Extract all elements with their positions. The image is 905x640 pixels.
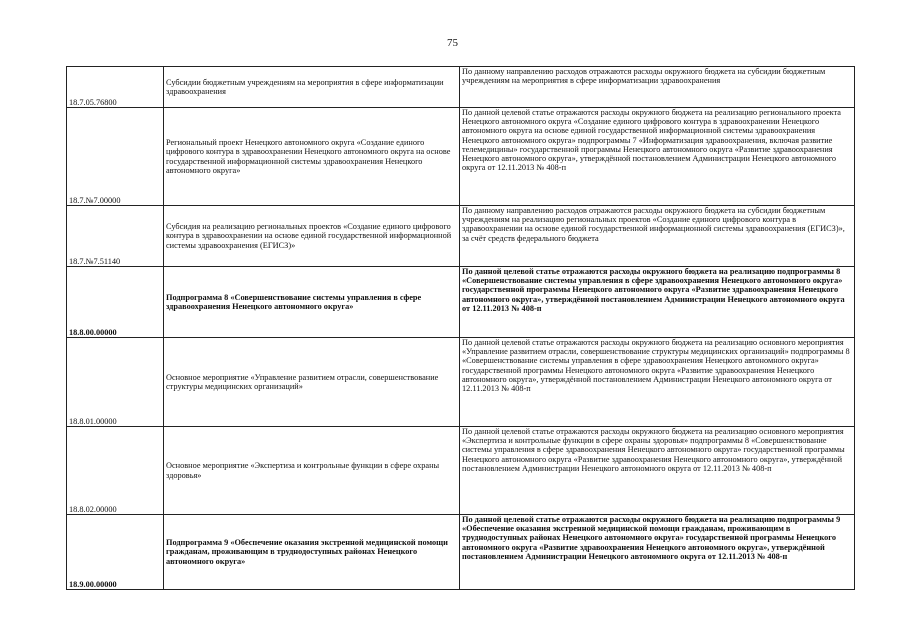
target-article-name: Основное мероприятие «Экспертиза и контрольные функции в сфере охраны здоровья» bbox=[164, 427, 460, 515]
target-article-description: По данной целевой статье отражаются расходы окружного бюджета на реализацию основного мероприятия «Управление развитием отрасли, совершенствование структуры медицинских организаций» подпрограммы 8 «Совершенствование системы управления в сфере здравоохранения Ненецкого автономного округа» государственной программы Ненецкого автономного округа «Развитие здравоохранения Ненецкого автономного округа», утверждённой постановлением Администрации Ненецкого автономного округа от 12.11.2013 № 408-п bbox=[460, 338, 855, 427]
target-article-name: Основное мероприятие «Управление развитием отрасли, совершенствование структуры медицинских организаций» bbox=[164, 338, 460, 427]
target-article-code: 18.8.02.00000 bbox=[67, 427, 164, 515]
target-article-description: По данному направлению расходов отражаются расходы окружного бюджета на субсидии бюджетным учреждениям на реализацию региональных проектов «Создание единого цифрового контура в здравоохранении на основе единой государственной информационной системы здравоохранения (ЕГИСЗ)», за счёт средств федерального бюджета bbox=[460, 206, 855, 267]
target-article-code: 18.7.№7.51140 bbox=[67, 206, 164, 267]
target-article-name: Региональный проект Ненецкого автономного округа «Создание единого цифрового контура в здравоохранении Ненецкого автономного округа на основе государственной информационной системы здравоохранения Ненецкого автономного округа» bbox=[164, 108, 460, 206]
target-article-name: Подпрограмма 8 «Совершенствование системы управления в сфере здравоохранения Ненецкого автономного округа» bbox=[164, 267, 460, 338]
table-row bbox=[67, 108, 855, 206]
table-row bbox=[67, 515, 855, 590]
target-article-code: 18.7.05.76800 bbox=[67, 67, 164, 108]
budget-classification-table bbox=[66, 66, 855, 590]
target-article-description: По данному направлению расходов отражаются расходы окружного бюджета на субсидии бюджетным учреждениям на мероприятия в сфере информатизации здравоохранения bbox=[460, 67, 855, 108]
table-row bbox=[67, 427, 855, 515]
target-article-code: 18.8.01.00000 bbox=[67, 338, 164, 427]
target-article-code: 18.7.№7.00000 bbox=[67, 108, 164, 206]
target-article-description: По данной целевой статье отражаются расходы окружного бюджета на реализацию регионального проекта Ненецкого автономного округа «Создание единого цифрового контура в здравоохранении Ненецкого автономного округа на основе единой государственной информационной системы здравоохранения Ненецкого автономного округа» подпрограммы 7 «Информатизация здравоохранения, включая развитие телемедицины» государственной программы Ненецкого автономного округа «Развитие здравоохранения Ненецкого автономного округа», утверждённой постановлением Администрации Ненецкого автономного округа от 12.11.2013 № 408-п bbox=[460, 108, 855, 206]
table-row bbox=[67, 267, 855, 338]
target-article-name: Субсидия на реализацию региональных проектов «Создание единого цифрового контура в здравоохранении на основе единой государственной информационной системы здравоохранения (ЕГИСЗ)» bbox=[164, 206, 460, 267]
target-article-name: Подпрограмма 9 «Обеспечение оказания экстренной медицинской помощи гражданам, проживающим в труднодоступных районах Ненецкого автономного округа» bbox=[164, 515, 460, 590]
table-row bbox=[67, 206, 855, 267]
target-article-code: 18.9.00.00000 bbox=[67, 515, 164, 590]
target-article-code: 18.8.00.00000 bbox=[67, 267, 164, 338]
page-number: 75 bbox=[447, 37, 458, 49]
table-row bbox=[67, 338, 855, 427]
target-article-description: По данной целевой статье отражаются расходы окружного бюджета на реализацию подпрограммы 8 «Совершенствование системы управления в сфере здравоохранения Ненецкого автономного округа» государственной программы Ненецкого автономного округа «Развитие здравоохранения Ненецкого автономного округа», утверждённой постановлением Администрации Ненецкого автономного округа от 12.11.2013 № 408-п bbox=[460, 267, 855, 338]
target-article-name: Субсидии бюджетным учреждениям на мероприятия в сфере информатизации здравоохранения bbox=[164, 67, 460, 108]
target-article-description: По данной целевой статье отражаются расходы окружного бюджета на реализацию подпрограммы 9 «Обеспечение оказания экстренной медицинской помощи гражданам, проживающим в труднодоступных районах Ненецкого автономного округа» государственной программы Ненецкого автономного округа «Развитие здравоохранения Ненецкого автономного округа», утверждённой постановлением Администрации Ненецкого автономного округа от 12.11.2013 № 408-п bbox=[460, 515, 855, 590]
table-row bbox=[67, 67, 855, 108]
target-article-description: По данной целевой статье отражаются расходы окружного бюджета на реализацию основного мероприятия «Экспертиза и контрольные функции в сфере охраны здоровья» подпрограммы 8 «Совершенствование системы управления в сфере здравоохранения Ненецкого автономного округа» государственной программы Ненецкого автономного округа «Развитие здравоохранения Ненецкого автономного округа», утверждённой постановлением Администрации Ненецкого автономного округа от 12.11.2013 № 408-п bbox=[460, 427, 855, 515]
